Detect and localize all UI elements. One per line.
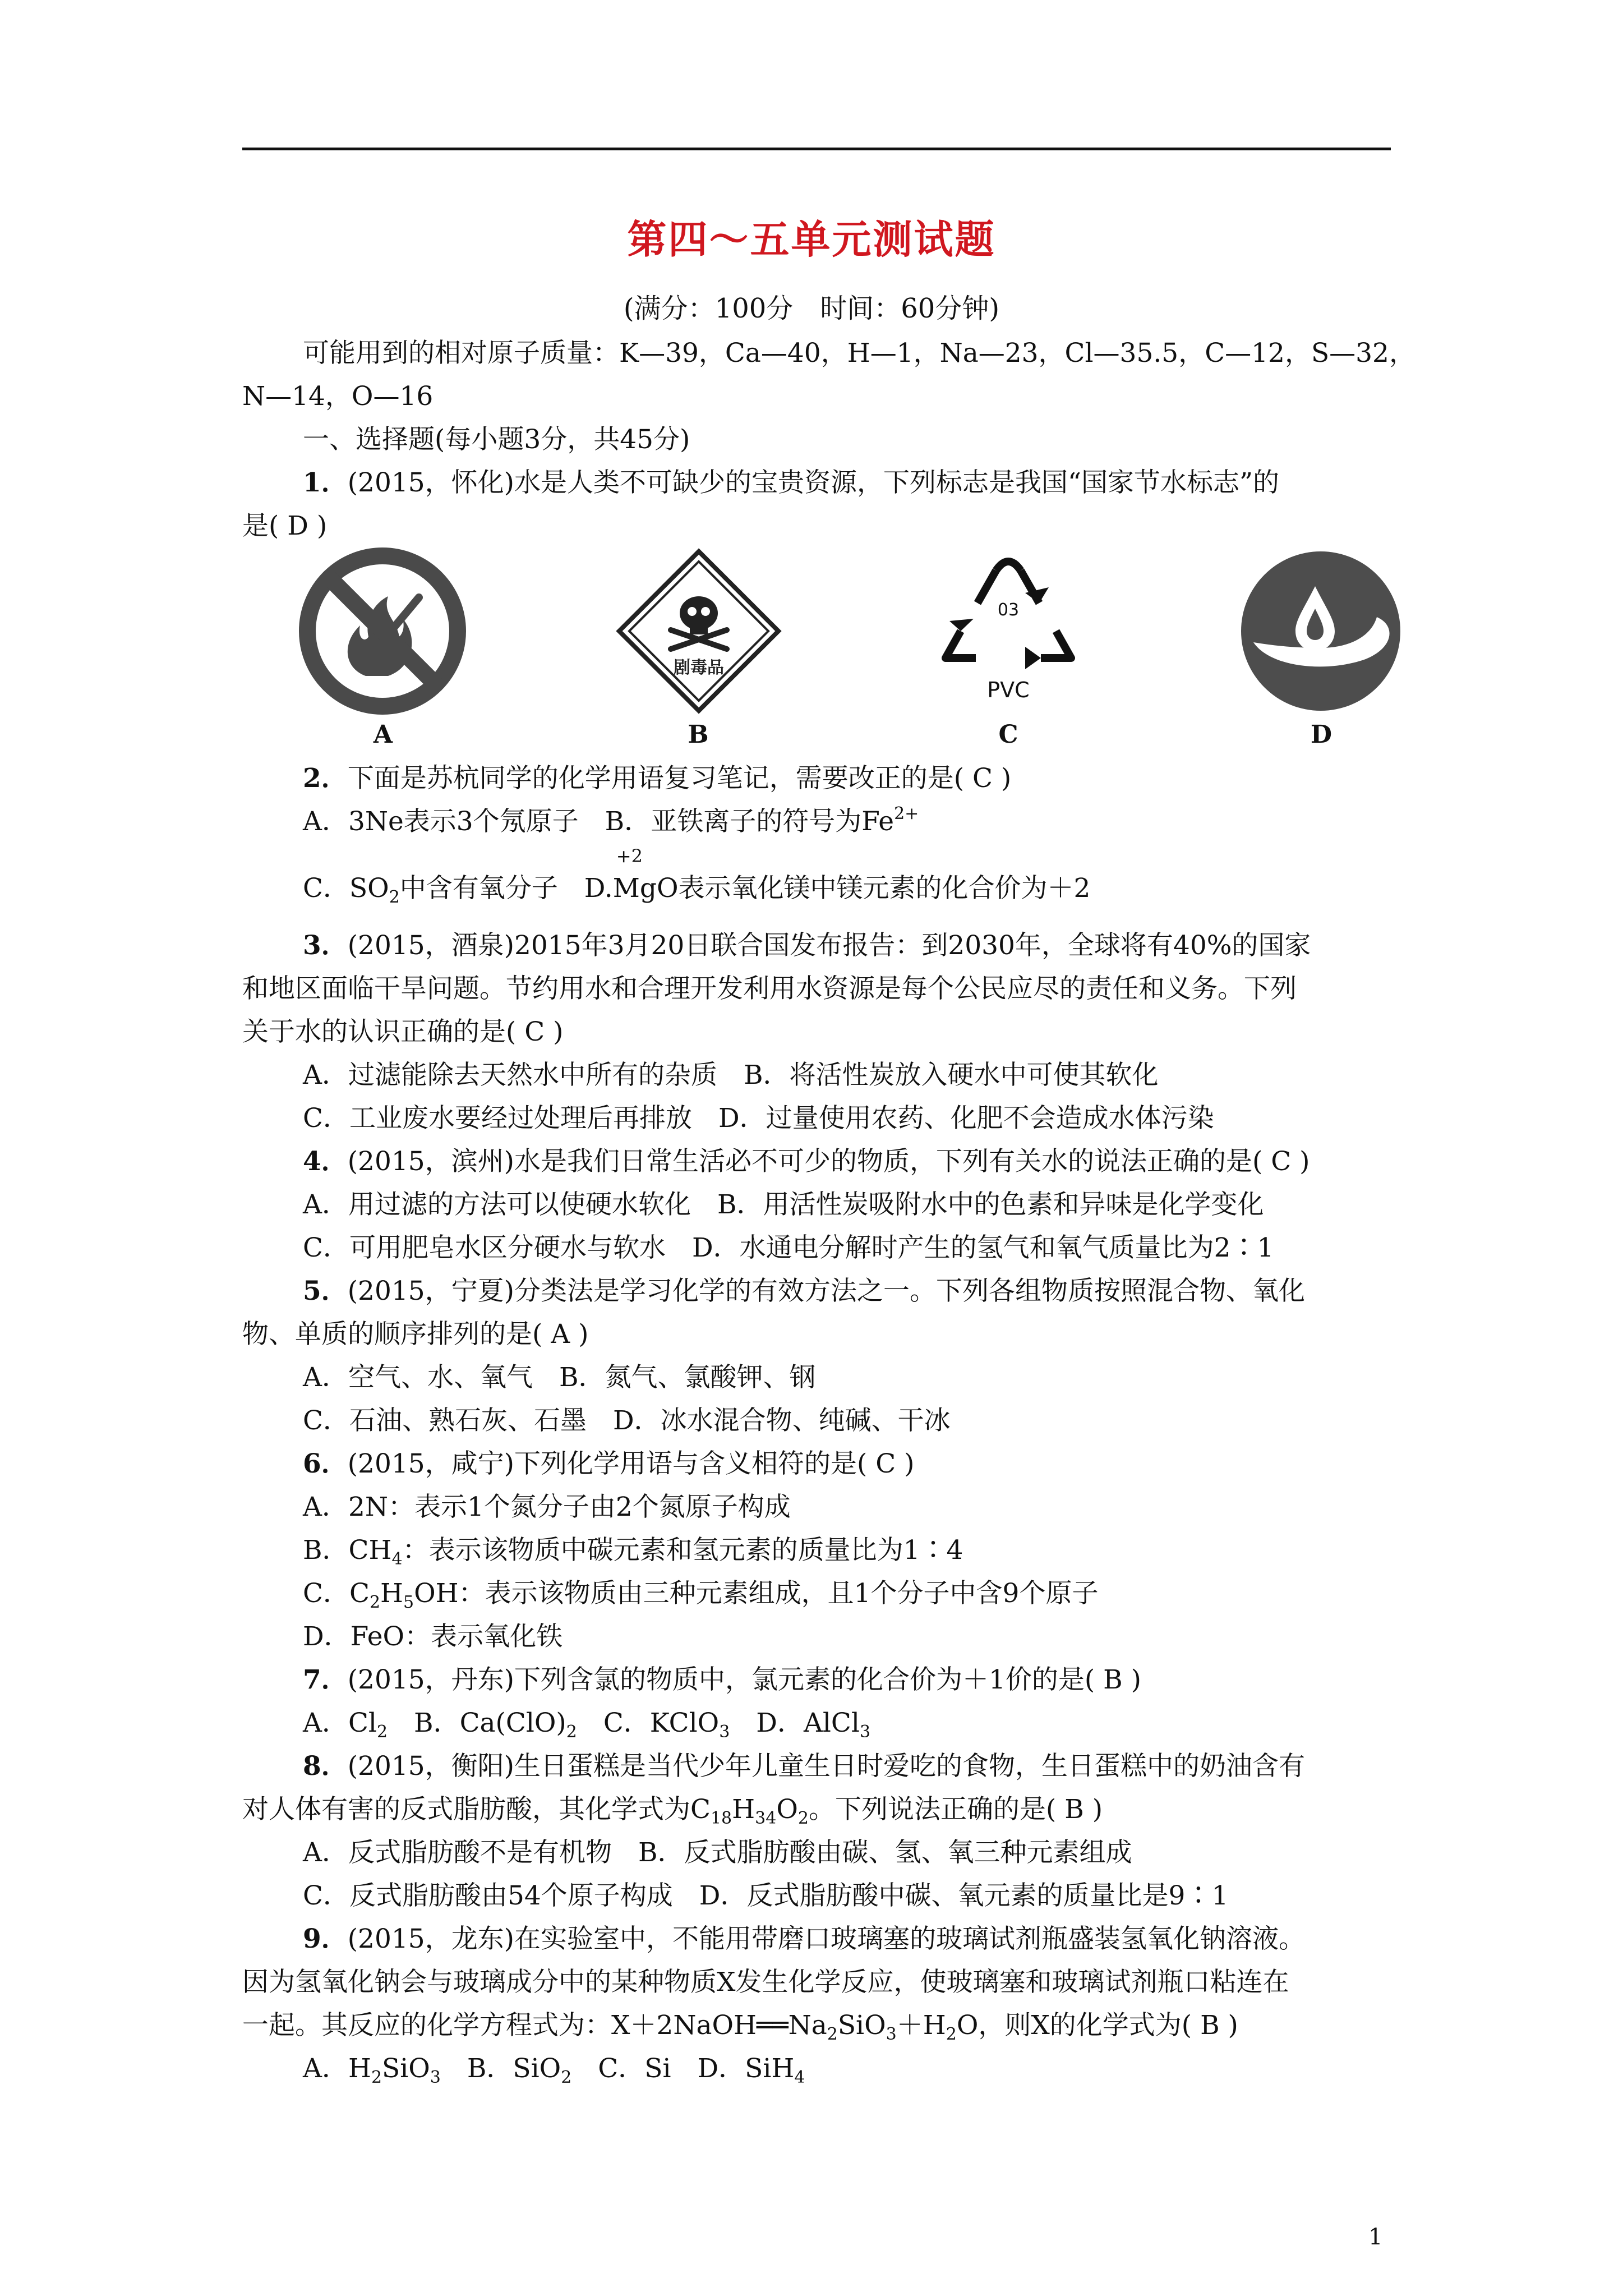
question-3-line-2: 和地区面临干旱问题。节约用水和合理开发利用水资源是每个公民应尽的责任和义务。下列 [242, 973, 1297, 1004]
question-6-option-c: C．$C_2H_5OH$：表示该物质由三种元素组成，且1个分子中含9个原子 [303, 1578, 1099, 1612]
toxic-sign-label: 剧毒品 [674, 658, 724, 678]
question-9-line-1: 9．(2015，龙东)在实验室中，不能用带磨口玻璃塞的玻璃试剂瓶盛装氢氧化钠溶液。 [303, 1924, 1305, 1954]
question-6-stem: 6．(2015，咸宁)下列化学用语与含义相符的是( C ) [303, 1448, 915, 1479]
page-subtitle: (满分：100分 时间：60分钟) [623, 293, 1000, 324]
option-label-b: B [688, 720, 709, 749]
question-5-line-1: 5．(2015，宁夏)分类法是学习化学的有效方法之一。下列各组物质按照混合物、氧化 [303, 1276, 1305, 1306]
page-number: 1 [1368, 2224, 1383, 2250]
question-2-options-cd: C．$SO_2$中含有氧分子 D. +2 MgO表示氧化镁中镁元素的化合价为＋2 [303, 845, 1091, 907]
question-8-options-cd: C．反式脂肪酸由54个原子构成 D．反式脂肪酸中碳、氧元素的质量比是9∶1 [303, 1880, 1229, 1911]
atomic-mass-line: 可能用到的相对原子质量：K—39，Ca—40，H—1，Na—23，Cl—35.5，C—12，S—32， [303, 338, 1415, 369]
option-label-d: D [1310, 720, 1332, 749]
question-1-line-2: 是( D ) [242, 510, 328, 541]
question-9-line-2: 因为氢氧化钠会与玻璃成分中的某种物质X发生化学反应，使玻璃塞和玻璃试剂瓶口粘连在 [242, 1967, 1289, 1998]
question-5-options-ab: A．空气、水、氧气 B．氮气、氯酸钾、钢 [303, 1362, 816, 1393]
question-3-options-ab: A．过滤能除去天然水中所有的杂质 B．将活性炭放入硬水中可使其软化 [303, 1060, 1159, 1091]
question-5-options-cd: C．石油、熟石灰、石墨 D．冰水混合物、纯碱、干冰 [303, 1405, 951, 1436]
page-title: 第四～五单元测试题 [627, 216, 996, 263]
toxic-sign-icon [615, 547, 783, 715]
recycle-material: PVC [987, 678, 1030, 702]
atomic-mass-line-2: N—14，O—16 [242, 381, 434, 412]
question-6-option-d: D．FeO：表示氧化铁 [303, 1621, 563, 1652]
question-9-line-3: 一起。其反应的化学方程式为：$X+2NaOH══Na_2SiO_3+H_2O$，则X的化学式为( B ) [242, 2010, 1238, 2044]
question-7-stem: 7．(2015，丹东)下列含氯的物质中，氯元素的化合价为＋1价的是( B ) [303, 1664, 1141, 1695]
question-4-stem: 4．(2015，滨州)水是我们日常生活必不可少的物质，下列有关水的说法正确的是( C ) [303, 1146, 1310, 1177]
question-6-option-a: A．2N：表示1个氮分子由2个氮原子构成 [303, 1492, 791, 1522]
question-3-options-cd: C．工业废水要经过处理后再排放 D．过量使用农药、化肥不会造成水体污染 [303, 1103, 1214, 1134]
question-2-options-ab: A．3Ne表示3个氖原子 B．亚铁离子的符号为$Fe^{2+}$ [303, 804, 919, 837]
question-8-line-2: 对人体有害的反式脂肪酸，其化学式为$C_{18}H_{34}O_2$。下列说法正确的是( B ) [242, 1794, 1103, 1828]
question-8-options-ab: A．反式脂肪酸不是有机物 B．反式脂肪酸由碳、氢、氧三种元素组成 [303, 1837, 1132, 1868]
water-saving-sign-icon [1237, 547, 1405, 715]
question-5-line-2: 物、单质的顺序排列的是( A ) [242, 1319, 589, 1350]
question-3-line-3: 关于水的认识正确的是( C ) [242, 1016, 564, 1047]
option-label-a: A [373, 720, 393, 749]
recycle-code: 03 [997, 600, 1020, 620]
question-4-options-ab: A．用过滤的方法可以使硬水软化 B．用活性炭吸附水中的色素和异味是化学变化 [303, 1189, 1264, 1220]
header-rule [242, 148, 1391, 150]
option-label-c: C [998, 720, 1018, 749]
question-9-options: A．$H_2SiO_3$ B．SiO$_2$ C．Si D．SiH$_4$ [303, 2053, 805, 2087]
question-2-stem: 2．下面是苏杭同学的化学用语复习笔记，需要改正的是( C ) [303, 763, 1012, 794]
question-8-line-1: 8．(2015，衡阳)生日蛋糕是当代少年儿童生日时爱吃的食物，生日蛋糕中的奶油含有 [303, 1751, 1305, 1782]
question-1-line-1: 1．(2015，怀化)水是人类不可缺少的宝贵资源，下列标志是我国“国家节水标志”的 [303, 467, 1280, 498]
recycle-pvc-sign-icon [924, 547, 1092, 715]
question-4-options-cd: C．可用肥皂水区分硬水与软水 D．水通电分解时产生的氢气和氧气质量比为2∶1 [303, 1232, 1274, 1263]
question-7-options: A．$Cl_2$ B．$Ca(ClO)_2$ C．KClO$_3$ D．AlCl$_3$ [303, 1708, 871, 1742]
question-6-option-b: B．$CH_4$：表示该物质中碳元素和氢元素的质量比为1∶4 [303, 1535, 963, 1569]
section-heading: 一、选择题(每小题3分，共45分) [303, 424, 690, 455]
no-fire-sign-icon [298, 547, 467, 715]
question-3-line-1: 3．(2015，酒泉)2015年3月20日联合国发布报告：到2030年，全球将有40%的国家 [303, 930, 1311, 961]
